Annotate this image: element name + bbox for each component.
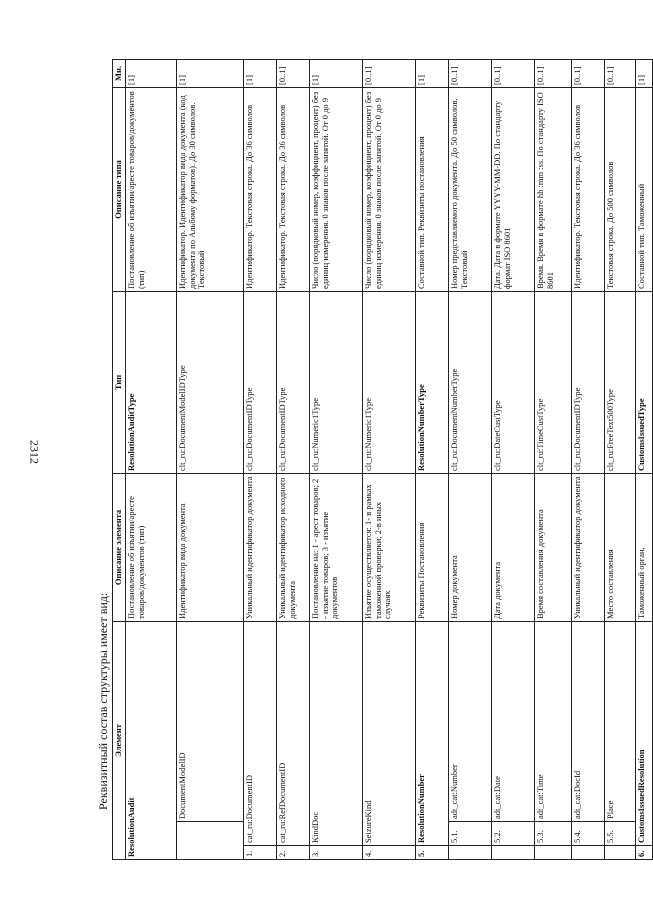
cell-indent [176,822,243,860]
cell-indent [491,846,534,860]
cell-multiplicity: [0..1] [491,59,534,87]
table-row [415,59,448,859]
cell-type: clt_ru:Numeric1Type [362,291,415,473]
cell-number: 3. [309,846,362,860]
cell-multiplicity: [1] [243,59,276,87]
table-row [309,59,362,859]
cell-indent [571,846,604,860]
cell-type-description: Постановление об изъятии/аресте товаров/документов (тип) [125,87,176,291]
cell-description: Место составления [604,473,635,621]
cell-multiplicity: [1] [635,59,652,87]
table-row [571,59,604,859]
cell-type: clt_ru:TimeCustType [534,291,571,473]
cell-description: Постановление на: 1 - арест товаров; 2 - изъятие товаров; 3 - изъятие документов [309,473,362,621]
table-row [243,59,276,859]
cell-type: clt_ru:DocumentIDType [571,291,604,473]
cell-number: 2. [276,846,309,860]
cell-element: Place [604,621,635,821]
cell-type-description: Номер представляемого документа. До 50 символов. Текстовый [448,87,491,291]
cell-type-description: Идентификатор. Текстовая строка. До 36 символов [243,87,276,291]
cell-element: cat_ru:RefDocumentID [276,621,309,845]
table-row [448,59,491,859]
cell-type-description: Число (порядковый номер, коэффициент, процент) без единиц измерения. 0 знаков после запятой. От 0 до 9 [309,87,362,291]
cell-number: 5. [415,846,448,860]
table-row [125,59,176,859]
cell-description: Таможенный орган, [635,473,652,621]
cell-multiplicity: [0..1] [571,59,604,87]
cell-type-description: Идентификатор. Текстовая строка. До 36 символов [571,87,604,291]
cell-description: Идентификатор вида документа [176,473,243,621]
cell-multiplicity: [0..1] [362,59,415,87]
cell-element: adt_cat:DocId [571,621,604,821]
table-row [276,59,309,859]
cell-element: ResolutionNumber [415,621,448,845]
cell-multiplicity: [1] [415,59,448,87]
cell-multiplicity: [0..1] [534,59,571,87]
cell-type-description: Число (порядковый номер, коэффициент, процент) без единиц измерения. 0 знаков после запятой. От 0 до 9 [362,87,415,291]
cell-multiplicity: [1] [309,59,362,87]
cell-subnumber: 5.5. [604,822,635,846]
table-row [362,59,415,859]
table-header-row [113,59,126,859]
cell-element: ResolutionAudit [125,621,176,859]
cell-number: 4. [362,846,415,860]
cell-description: Время составления документа [534,473,571,621]
header-element: Элемент [113,621,126,859]
cell-element: KindDoc [309,621,362,845]
cell-type-description: Составной тип. Таможенный [635,87,652,291]
cell-subnumber: 5.3. [534,822,571,846]
cell-element: DocumentModelID [176,621,243,821]
cell-type: clt_ru:DocumentNumberType [448,291,491,473]
cell-type-description: Дата. Дата в формате YYYY-MM-DD. По стандарту формат ISO 8601 [491,87,534,291]
table-row [176,59,243,859]
cell-description: Уникальный идентификатор документа [571,473,604,621]
table-row [534,59,571,859]
cell-indent [534,846,571,860]
cell-description: Уникальный идентификатор исходного документа [276,473,309,621]
page-number: 2312 [27,440,42,464]
cell-description: Уникальный идентификатор документа [243,473,276,621]
cell-indent [604,846,635,860]
cell-element: SeizureKind [362,621,415,845]
cell-multiplicity: [0..1] [448,59,491,87]
header-multiplicity: Мн. [113,59,126,87]
cell-type: clt_ru:DateCustType [491,291,534,473]
cell-type: clt_ru:DocumentIDType [243,291,276,473]
cell-subnumber: 5.1. [448,822,491,846]
cell-description: Реквизиты Постановления [415,473,448,621]
cell-description: Номер документа [448,473,491,621]
table-row [635,59,652,859]
cell-type: clt_ru:FreeText500Type [604,291,635,473]
header-type-description: Описание типа [113,87,126,291]
cell-indent [448,846,491,860]
cell-multiplicity: [0..1] [604,59,635,87]
table-row [491,59,534,859]
header-element-description: Описание элемента [113,473,126,621]
cell-description: Изъятие осуществляется: 1- в рамках таможенной проверки; 2-в иных случаях [362,473,415,621]
structure-table [112,59,653,860]
cell-type-description: Идентификатор. Текстовая строка. До 36 символов [276,87,309,291]
cell-element: CustomsIssuedResolution [635,621,652,845]
structure-table-rotated [112,60,646,860]
cell-type-description: Идентификатор. Идентификатор вида документа (код документа по Альбому форматов). До 30 символов. Текстовый [176,87,243,291]
cell-element: adt_cat:Time [534,621,571,821]
cell-number: 1. [243,846,276,860]
cell-type-description: Время. Время в формате hh :mm :ss. По стандарту ISO 8601 [534,87,571,291]
cell-description: Постановление об изъятии/аресте товаров/документов (тип) [125,473,176,621]
cell-number: 6. [635,846,652,860]
cell-type: clt_ru:DocumentModelIDType [176,291,243,473]
cell-type-description: Текстовая строка. До 500 символов [604,87,635,291]
cell-element: cat_ru:DocumentID [243,621,276,845]
cell-multiplicity: [0..1] [276,59,309,87]
cell-multiplicity: [1] [125,59,176,87]
cell-element: adt_cat:Number [448,621,491,821]
cell-element: adt_cat:Date [491,621,534,821]
cell-type: ResolutionNumberType [415,291,448,473]
cell-type: CustomsIssuedType [635,291,652,473]
cell-type: clt_ru:DocumentIDType [276,291,309,473]
cell-type: clt_ru:Numeric1Type [309,291,362,473]
cell-subnumber: 5.2. [491,822,534,846]
intro-text: Реквизитный состав структуры имеет вид: [96,592,110,810]
cell-multiplicity: [1] [176,59,243,87]
cell-description: Дата документа [491,473,534,621]
cell-type-description: Составной тип. Реквизиты постановления [415,87,448,291]
cell-type: ResolutionAuditType [125,291,176,473]
header-type: Тип [113,291,126,473]
cell-subnumber: 5.4. [571,822,604,846]
table-row [604,59,635,859]
